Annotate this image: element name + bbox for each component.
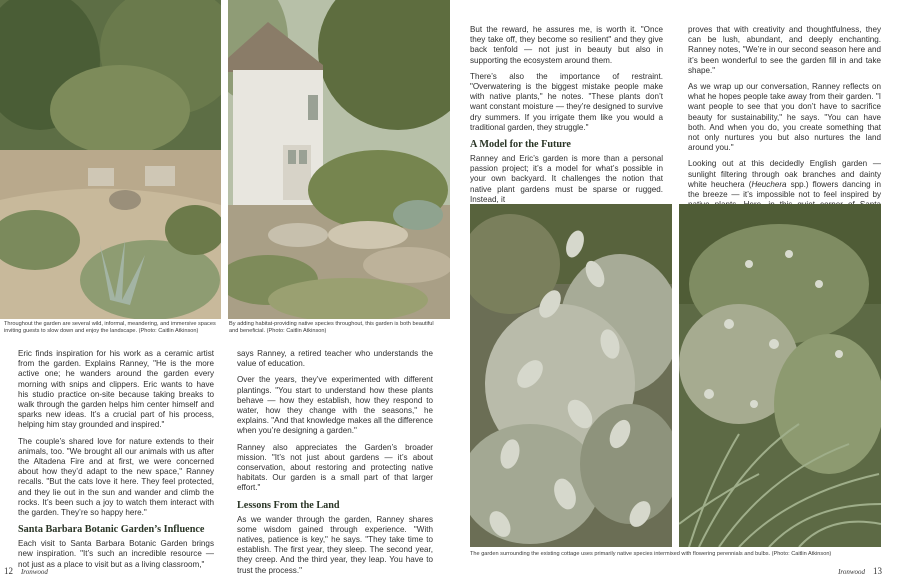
cottage-photo <box>228 0 450 319</box>
page-number: 13 <box>873 566 882 576</box>
page-number: 12 <box>4 566 13 576</box>
species-name: Heuchera <box>751 179 787 189</box>
magazine-name: Ironwood <box>838 568 866 576</box>
paragraph: Looking out at this decidedly English garden — sunlight filtering through oak branches and dainty white heuchera (Heuchera spp.) flowers dancing in the breeze — it’s impossible not to feel inspired by <box>688 159 881 230</box>
paragraph: Each visit to Santa Barbara Botanic Garden brings new inspiration. "It’s such an incredible resource — not just as a place to visit but as a living classroom," <box>18 539 214 569</box>
grasses-photo <box>679 204 881 547</box>
section-heading: Santa Barbara Botanic Garden’s Influence <box>18 524 205 536</box>
paragraph: As we wrap up our conversation, Ranney reflects on what he hopes people take away from their garden. "I want people to see that you don’t have to sacrifice beauty for sustainability," he says. "You can have both. And when you do, you create something that not only nurtures you but also nurtures the land around you." <box>688 82 881 153</box>
folio-left <box>4 567 48 577</box>
paragraph: Eric finds inspiration for his work as a ceramic artist from the garden. Explains Ranney, "He is the more active one; he wanders around the garden every morning with snips and clippers. Eric wants to have his studio practice on-site because taking breaks to walk through the garden helps him center himself and sparks new ideas. It’s a crucial part of his process, helping him stay grounded and inspired." <box>18 349 214 430</box>
photo-caption-right: By adding habitat-providing native species throughout, this garden is both beautiful and beneficial. (Photo: Caitlin Atkinson) <box>229 321 434 334</box>
silver-foliage-photo <box>470 204 672 547</box>
photo-caption-bottom: The garden surrounding the existing cottage uses primarily native species intermixed with flowering perennials and bulbs. (Photo: Caitlin Atkinson) <box>470 551 832 557</box>
text-column-1 <box>18 349 214 576</box>
text-column-2 <box>237 349 433 582</box>
paragraph: But the reward, he assures me, is worth it. "Once they take off, they become so resilient" and they give back tenfold — not just in beauty but also in supporting the ecosystem around them. <box>470 25 663 65</box>
paragraph: Ranney also appreciates the Garden’s broader mission. "It’s not just about gardens — it’s about conservation, about restoring and protecting native habitats. Our garden is a small part of that larger effort." <box>237 442 433 493</box>
section-heading: A Model for the Future <box>470 139 571 151</box>
garden-path-photo <box>0 0 221 319</box>
paragraph: As we wander through the garden, Ranney shares some wisdom gained through experience. "With natives, patience is key," he says. "They take time to establish. The first year, they sleep. The second year, they creep. And the third year, they leap. You have to trust the process." <box>237 514 433 575</box>
paragraph: The couple’s shared love for nature extends to their animals, too. "We brought all our animals with us after the Altadena Fire and at first, we were concerned about how they’d adapt to the new space," Ranney recalls. "But the cats love it here. They feel protected, and they lie out in the sun and wander and climb the rocks. It’s been such a joy to watch them interact with the garden. They’re so happy here." <box>18 436 214 518</box>
paragraph: says Ranney, a retired teacher who understands the value of education. <box>237 349 433 369</box>
paragraph: There’s also the importance of restraint. "Overwatering is the biggest mistake people make with native plants," he notes. "These plants don’t want constant moisture — they’re designed to survive dry summers. If you irrigate them like you would a traditional garden, they struggle." <box>470 71 663 132</box>
section-heading: Lessons From the Land <box>237 499 340 511</box>
folio-right <box>838 567 882 577</box>
magazine-name: Ironwood <box>20 568 48 576</box>
photo-caption-left: Throughout the garden are several wild, informal, meandering, and immersive spaces inviting guests to slow down and enjoy the landscape. (Photo: Caitlin Atkinson) <box>4 321 216 334</box>
paragraph: proves that with creativity and thoughtfulness, they can be lush, abundant, and deeply enchanting. Ranney notes, "We’re in our second season here and it’s been wonderful to see the garden fill in and take shape." <box>688 25 881 75</box>
paragraph: Over the years, they’ve experimented with different plantings. "You start to understand how these plants behave — how they establish, how they respond to water, how they change with the seasons," he explains. "And that knowledge makes all the difference when you’re designing a garden." <box>237 375 433 436</box>
text-column-3 <box>470 25 663 211</box>
paragraph: Ranney and Eric’s garden is more than a personal passion project; it’s a model for what’s possible in your own backyard. It challenges the notion that native plant gardens must be sparse or rugged. Instead, it <box>470 154 663 204</box>
